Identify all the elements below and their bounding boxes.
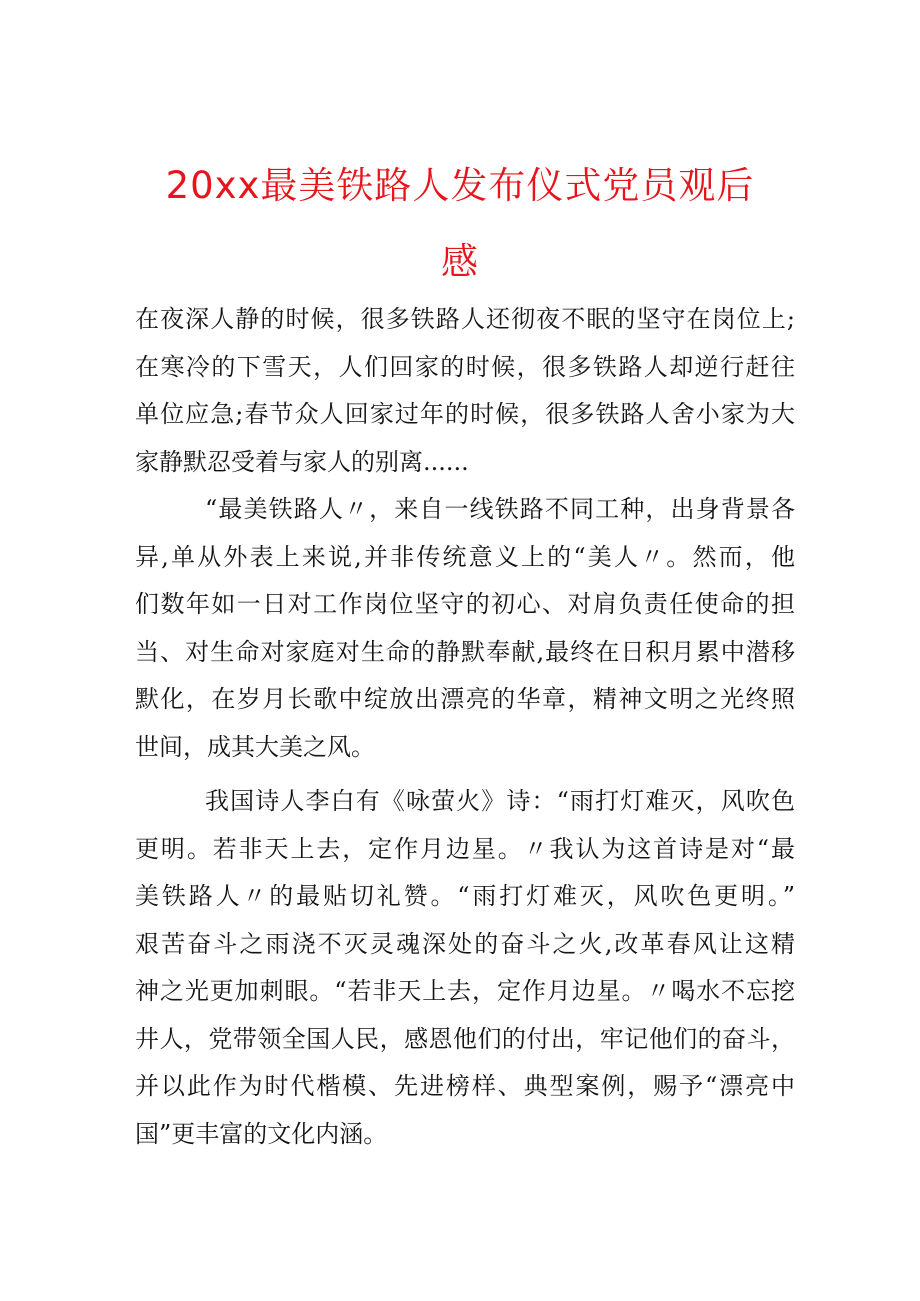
text-line: 在夜深人静的时候，很多铁路人还彻夜不眠的坚守在岗位上; [135,305,795,333]
text-line: 单位应急;春节众人回家过年的时候，很多铁路人舍小家为大 [135,400,795,428]
text-line: 国”更丰富的文化内涵。 [135,1119,388,1148]
paragraph-2 [135,486,795,771]
text-line: 我国诗人李白有《咏萤火》诗：“雨打灯难灭，风吹色 [205,787,795,815]
text-line: 美铁路人〃的最贴切礼赞。“雨打灯难灭，风吹色更明。” [135,882,795,910]
document-title-line-1: 20xx最美铁路人发布仪式党员观后 [165,164,755,207]
text-line: 井人，党带领全国人民，感恩他们的付出，牢记他们的奋斗， [135,1024,795,1053]
text-line: 当、对生命对家庭对生命的静默奉献,最终在日积月累中潜移 [135,637,795,666]
text-line: 默化，在岁月长歌中绽放出漂亮的华章，精神文明之光终照 [135,685,795,713]
paragraph-3 [135,778,795,1158]
text-line: 异,单从外表上来说,并非传统意义上的“美人〃。然而，他 [135,542,795,571]
text-line: 艰苦奋斗之雨浇不灭灵魂深处的奋斗之火,改革春风让这精 [135,929,795,958]
text-line: 并以此作为时代楷模、先进榜样、典型案例，赐予“漂亮中 [135,1072,795,1100]
text-line: 家静默忍受着与家人的别离...... [135,447,469,476]
text-line: 们数年如一日对工作岗位坚守的初心、对肩负责任使命的担 [135,590,795,618]
text-line: 世间，成其大美之风。 [135,732,375,761]
paragraph-1 [135,296,795,486]
text-line: “最美铁路人〃，来自一线铁路不同工种，出身背景各 [205,495,795,523]
document-title-line-2: 感 [441,240,479,283]
text-line: 在寒冷的下雪天，人们回家的时候，很多铁路人却逆行赶往 [135,352,795,381]
text-line: 神之光更加刺眼。“若非天上去，定作月边星。〃喝水不忘挖 [135,977,795,1005]
text-line: 更明。若非天上去，定作月边星。〃我认为这首诗是对“最 [135,834,795,863]
